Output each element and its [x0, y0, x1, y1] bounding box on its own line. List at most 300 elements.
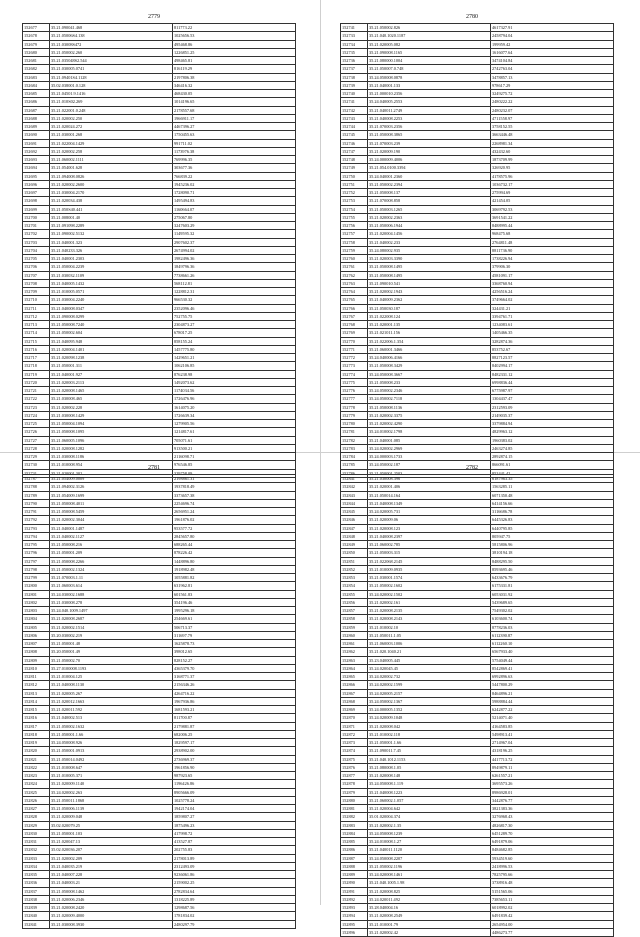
record-id-cell: 152798	[23, 565, 50, 573]
parcel-code-cell: 35.21.010004.125	[50, 673, 173, 681]
table-row	[341, 648, 614, 656]
table-row	[341, 321, 614, 329]
record-id-cell: 152846	[341, 516, 368, 524]
record-id-cell: 152876	[341, 763, 368, 771]
amount-cell: 976546.85	[173, 461, 296, 469]
amount-cell: 3749664.02	[491, 296, 614, 304]
record-id-cell: 152735	[341, 48, 368, 56]
table-row	[23, 763, 296, 771]
record-id-cell: 152686	[23, 98, 50, 106]
parcel-code-cell: 35.21.020034.438	[50, 197, 173, 205]
table-row	[341, 920, 614, 928]
record-id-cell: 152785	[341, 461, 368, 469]
amount-cell: 2674994.02	[173, 246, 296, 254]
parcel-code-cell: 35.21.030005.0741	[50, 65, 173, 73]
amount-cell: 1149595.32	[173, 230, 296, 238]
amount-cell: 5498913.41	[491, 730, 614, 738]
amount-cell: 2907602.37	[173, 238, 296, 246]
record-id-cell: 152701	[23, 222, 50, 230]
table-row	[23, 838, 296, 846]
record-id-cell: 152796	[23, 549, 50, 557]
parcel-code-cell: 35.21.010S02.269	[50, 98, 173, 106]
amount-cell: 2352096.46	[173, 304, 296, 312]
amount-cell: 6018992.02	[491, 904, 614, 912]
record-id-cell: 152856	[341, 598, 368, 606]
record-id-cell: 152832	[23, 846, 50, 854]
record-id-cell: 152745	[341, 131, 368, 139]
record-id-cell: 152858	[341, 615, 368, 623]
parcel-code-cell: 35.24.020009.1048	[368, 714, 491, 722]
table-row	[23, 788, 296, 796]
parcel-code-cell: 35.21.010002.118	[368, 730, 491, 738]
amount-cell: 6261557.21	[491, 772, 614, 780]
record-id-cell: 152729	[23, 453, 50, 461]
parcel-code-cell: 35.21.050001.311	[50, 362, 173, 370]
amount-cell: 1961876.02	[173, 516, 296, 524]
record-id-cell: 152750	[341, 172, 368, 180]
amount-cell: 4617327.91	[491, 24, 614, 32]
amount-cell: 1945236.02	[173, 180, 296, 188]
record-id-cell: 152865	[341, 673, 368, 681]
record-id-cell: 152677	[23, 24, 50, 32]
record-id-cell: 152779	[341, 411, 368, 419]
amount-cell: 2480297.79	[173, 920, 296, 928]
parcel-code-cell: 35.23.040005.445	[368, 656, 491, 664]
table-row	[341, 598, 614, 606]
table-row	[341, 65, 614, 73]
record-id-cell: 152809	[23, 656, 50, 664]
amount-cell: 3282874.36	[491, 337, 614, 345]
parcel-code-cell: 35.20.050001.49	[50, 648, 173, 656]
table-row	[341, 590, 614, 598]
amount-cell: 3168771.37	[173, 673, 296, 681]
amount-cell: 568112.81	[173, 279, 296, 287]
amount-cell: 6998836.44	[491, 378, 614, 386]
amount-cell: 8986928.01	[491, 788, 614, 796]
parcel-code-cell: 35.24.050008.3667	[368, 370, 491, 378]
amount-cell: 417998.72	[173, 829, 296, 837]
amount-cell: 1448896.80	[173, 557, 296, 565]
table-row	[341, 846, 614, 854]
amount-cell: 1726639.34	[173, 411, 296, 419]
amount-cell: 5151565.06	[491, 887, 614, 895]
parcel-code-cell: 35.21.070003.2356	[368, 123, 491, 131]
record-id-cell: 152807	[23, 640, 50, 648]
table-row	[23, 48, 296, 56]
record-id-cell: 152789	[23, 491, 50, 499]
amount-cell: 1937818.49	[173, 483, 296, 491]
table-row	[341, 246, 614, 254]
record-id-cell: 152862	[341, 648, 368, 656]
table-row	[341, 131, 614, 139]
amount-cell: 4486273.77	[491, 928, 614, 936]
parcel-code-cell: 35.24.020008.1461	[368, 871, 491, 879]
parcel-code-cell: 35.21.020003.2113	[50, 378, 173, 386]
table-row	[23, 304, 296, 312]
parcel-code-cell: 35.21.040.1005.1.98	[368, 879, 491, 887]
table-row	[23, 805, 296, 813]
record-id-cell: 152867	[341, 689, 368, 697]
table-row	[23, 895, 296, 903]
table-row	[23, 24, 296, 32]
parcel-code-cell: 35.21.054009.1699	[50, 491, 173, 499]
parcel-code-cell: 35.21.020004.642	[368, 805, 491, 813]
record-id-cell: 152841	[341, 475, 368, 483]
parcel-code-cell: 35.21.040001.927	[50, 370, 173, 378]
record-id-cell: 152890	[341, 879, 368, 887]
parcel-code-cell: 35.21.020002.1943	[368, 288, 491, 296]
amount-cell: 2480222.22	[491, 98, 614, 106]
amount-cell: 8827123.57	[491, 354, 614, 362]
parcel-code-cell: 35.24.050002.187	[368, 461, 491, 469]
amount-cell: 3373657.38	[173, 491, 296, 499]
amount-cell: 468430.05	[173, 90, 296, 98]
table-row	[23, 590, 296, 598]
parcel-code-cell: 35.21.030001.268	[50, 131, 173, 139]
record-id-cell: 152746	[341, 139, 368, 147]
table-row	[23, 378, 296, 386]
record-id-cell: 152714	[23, 329, 50, 337]
amount-cell: 1014196.65	[173, 98, 296, 106]
amount-cell: 2198861.31	[173, 475, 296, 483]
record-id-cell: 152822	[23, 763, 50, 771]
parcel-code-cell: 35.21.080000.1004	[368, 57, 491, 65]
parcel-code-cell: 35.21.070003.239	[368, 139, 491, 147]
amount-cell: 4711558.97	[491, 114, 614, 122]
record-id-cell: 152869	[341, 706, 368, 714]
amount-cell: 1036732.17	[491, 180, 614, 188]
parcel-code-cell: 35.21.000010.2356	[368, 90, 491, 98]
amount-cell: 9236061.86	[173, 871, 296, 879]
record-id-cell: 152720	[23, 378, 50, 386]
amount-cell: 379906.30	[491, 263, 614, 271]
table-row	[23, 246, 296, 254]
parcel-code-cell: 35.21.050006.1139	[50, 805, 173, 813]
record-id-cell: 152765	[341, 296, 368, 304]
table-row	[23, 920, 296, 928]
table-row	[23, 664, 296, 672]
parcel-code-cell: 35.21.050001.48	[50, 640, 173, 648]
parcel-code-cell: 35.21.060003.614	[50, 582, 173, 590]
amount-cell: 1563285.11	[491, 483, 614, 491]
record-id-cell: 152866	[341, 681, 368, 689]
parcel-code-cell: 35.21.040011.1120	[368, 846, 491, 854]
record-id-cell: 152756	[341, 222, 368, 230]
table-row	[23, 887, 296, 895]
ledger-page-top-right	[340, 13, 604, 478]
parcel-code-cell: 35.21.040005.1432	[50, 279, 173, 287]
table-row	[341, 755, 614, 763]
table-row	[23, 549, 296, 557]
parcel-code-cell: 35.21.020008.042	[368, 722, 491, 730]
parcel-code-cell: 35.21.040001.1487	[50, 524, 173, 532]
parcel-code-cell: 35.21.030032.1109	[50, 271, 173, 279]
record-id-cell: 152797	[23, 557, 50, 565]
table-row	[23, 197, 296, 205]
amount-cell: 303677.36	[173, 164, 296, 172]
table-row	[23, 139, 296, 147]
parcel-code-cell: 35.21.05006S4.138	[50, 32, 173, 40]
amount-cell: 866091.61	[491, 461, 614, 469]
table-row	[341, 255, 614, 263]
record-id-cell: 152892	[341, 895, 368, 903]
table-row	[341, 879, 614, 887]
parcel-code-cell: 35.21.050008.1136	[368, 403, 491, 411]
parcel-code-cell: 35.21.050008.137	[368, 189, 491, 197]
amount-cell: 4178575.96	[491, 172, 614, 180]
record-id-cell: 152687	[23, 106, 50, 114]
record-id-cell: 152882	[341, 813, 368, 821]
parcel-code-cell: 35.24.040001.2360	[368, 172, 491, 180]
amount-cell: 766839.22	[173, 172, 296, 180]
record-id-cell: 152806	[23, 631, 50, 639]
parcel-code-cell: 35.24.020005.731	[368, 508, 491, 516]
table-row	[23, 623, 296, 631]
record-id-cell: 152772	[341, 354, 368, 362]
parcel-code-cell: 35.21.050002.260	[50, 48, 173, 56]
table-row	[23, 205, 296, 213]
table-row	[341, 428, 614, 436]
amount-cell: 6567933.40	[491, 648, 614, 656]
table-row	[23, 403, 296, 411]
amount-cell: 1226851.25	[173, 48, 296, 56]
record-id-cell: 152782	[341, 436, 368, 444]
record-id-cell: 152829	[23, 821, 50, 829]
record-id-cell: 152854	[341, 582, 368, 590]
table-row	[341, 557, 614, 565]
record-id-cell: 152864	[341, 664, 368, 672]
table-row	[23, 57, 296, 65]
amount-cell: 1298687.56	[173, 904, 296, 912]
parcel-code-cell: 35.21.040002.233	[368, 238, 491, 246]
table-row	[341, 304, 614, 312]
record-id-cell: 152749	[341, 164, 368, 172]
table-row	[341, 821, 614, 829]
parcel-code-cell: 35.24.050008.0878	[368, 73, 491, 81]
parcel-code-cell: 35.21.050002.1324	[50, 565, 173, 573]
table-row	[341, 829, 614, 837]
record-id-cell: 152895	[341, 920, 368, 928]
amount-cell: 4365379.70	[173, 664, 296, 672]
table-row	[341, 508, 614, 516]
parcel-code-cell: 35.21.022068.2145	[368, 557, 491, 565]
table-row	[23, 156, 296, 164]
amount-cell: 1318225.89	[173, 895, 296, 903]
record-id-cell: 152859	[341, 623, 368, 631]
amount-cell: 1873709.99	[491, 156, 614, 164]
table-row	[23, 255, 296, 263]
record-id-cell: 152743	[341, 114, 368, 122]
table-row	[23, 772, 296, 780]
amount-cell: 2458794.04	[491, 32, 614, 40]
record-id-cell: 152827	[23, 805, 50, 813]
amount-cell: 2480232.07	[491, 106, 614, 114]
table-row	[23, 123, 296, 131]
parcel-code-cell: 35.24.020002.263	[50, 788, 173, 796]
ledger-page-bottom-right	[340, 464, 604, 937]
table-row	[341, 664, 614, 672]
record-id-cell: 152873	[341, 739, 368, 747]
record-id-cell: 152707	[23, 271, 50, 279]
amount-cell: 398012.65	[173, 648, 296, 656]
record-id-cell: 152680	[23, 48, 50, 56]
parcel-code-cell: 35.24.050008.926	[50, 739, 173, 747]
record-id-cell: 152814	[23, 697, 50, 705]
record-id-cell: 152810	[23, 664, 50, 672]
amount-cell: 3810194.18	[491, 549, 614, 557]
parcel-code-cell: 35.21.050008.1462	[50, 887, 173, 895]
parcel-code-cell: 35.21.050003.315	[368, 549, 491, 557]
table-row	[341, 57, 614, 65]
table-row	[23, 32, 296, 40]
parcel-code-cell: 35.21.060002.1111	[50, 156, 173, 164]
table-row	[23, 321, 296, 329]
parcel-code-cell: 35.21.050030.187	[368, 304, 491, 312]
table-row	[341, 205, 614, 213]
record-id-cell: 152777	[341, 395, 368, 403]
record-id-cell: 152870	[341, 714, 368, 722]
amount-cell: 1966911.17	[173, 114, 296, 122]
record-id-cell: 152877	[341, 772, 368, 780]
amount-cell: 275067.80	[173, 213, 296, 221]
table-row	[23, 813, 296, 821]
table-row	[23, 846, 296, 854]
amount-cell: 3474104.84	[491, 57, 614, 65]
table-row	[341, 549, 614, 557]
amount-cell: 1025656.53	[173, 32, 296, 40]
record-id-cell: 152739	[341, 81, 368, 89]
parcel-code-cell: 35.21.050002.2394	[368, 180, 491, 188]
parcel-code-cell: 35.21.022001.0.248	[50, 106, 173, 114]
amount-cell: 1681593.21	[173, 706, 296, 714]
amount-cell: 1405466.35	[491, 329, 614, 337]
parcel-code-cell: 35.24.050008.2207	[368, 854, 491, 862]
parcel-code-cell: 35.28.040004.16	[368, 904, 491, 912]
record-id-cell: 152780	[341, 420, 368, 428]
amount-cell: 254669.61	[173, 615, 296, 623]
table-row	[341, 172, 614, 180]
table-row	[341, 730, 614, 738]
table-row	[23, 213, 296, 221]
parcel-code-cell: 35.21.050007.0.748	[368, 65, 491, 73]
record-id-cell: 152711	[23, 304, 50, 312]
table-row	[23, 747, 296, 755]
amount-cell: 6187963.35	[491, 475, 614, 483]
amount-cell: 326920.95	[491, 164, 614, 172]
amount-cell: 1829597.17	[173, 739, 296, 747]
amount-cell: 4581091.17	[491, 271, 614, 279]
record-id-cell: 152874	[341, 747, 368, 755]
record-id-cell: 152888	[341, 862, 368, 870]
table-row	[341, 106, 614, 114]
record-id-cell: 152700	[23, 213, 50, 221]
parcel-code-cell: 35.21.050008.1495	[368, 271, 491, 279]
record-id-cell: 152826	[23, 796, 50, 804]
table-row	[341, 147, 614, 155]
amount-cell: 6445326.83	[491, 516, 614, 524]
table-row	[23, 271, 296, 279]
amount-cell: 1726476.96	[173, 395, 296, 403]
record-id-cell: 152722	[23, 395, 50, 403]
table-row	[23, 499, 296, 507]
record-id-cell: 152764	[341, 288, 368, 296]
record-id-cell: 152766	[341, 304, 368, 312]
record-id-cell: 152823	[23, 772, 50, 780]
parcel-code-cell: 35.24.040.1009.1497	[50, 607, 173, 615]
table-row	[341, 689, 614, 697]
record-id-cell: 152688	[23, 114, 50, 122]
amount-cell: 3478857.13	[491, 73, 614, 81]
record-id-cell: 152842	[341, 483, 368, 491]
amount-cell: 3249275.72	[491, 90, 614, 98]
amount-cell: 2159002.25	[173, 879, 296, 887]
amount-cell: 2178013.89	[173, 854, 296, 862]
table-row	[23, 98, 296, 106]
parcel-code-cell: 35.21.060001.3466	[368, 345, 491, 353]
record-id-cell: 152678	[23, 32, 50, 40]
table-row	[341, 24, 614, 32]
table-row	[23, 238, 296, 246]
record-id-cell: 152752	[341, 189, 368, 197]
table-row	[341, 631, 614, 639]
table-row	[23, 739, 296, 747]
record-id-cell: 152770	[341, 337, 368, 345]
amount-cell: 1728090.71	[173, 189, 296, 197]
amount-cell: 878226.42	[173, 549, 296, 557]
amount-cell: 6242877.22	[491, 706, 614, 714]
parcel-code-cell: 35.21.020098.1238	[50, 354, 173, 362]
table-row	[23, 656, 296, 664]
amount-cell: 7825795.66	[491, 871, 614, 879]
record-id-cell: 152804	[23, 615, 50, 623]
table-row	[23, 475, 296, 483]
amount-cell: 1967936.86	[173, 697, 296, 705]
amount-cell: 1995296.18	[173, 607, 296, 615]
amount-cell: 8482331.12	[491, 370, 614, 378]
record-id-cell: 152844	[341, 499, 368, 507]
amount-cell: 1025778.24	[173, 796, 296, 804]
table-row	[341, 378, 614, 386]
record-id-cell: 152786	[341, 469, 368, 477]
record-id-cell: 152705	[23, 255, 50, 263]
record-id-cell: 152820	[23, 747, 50, 755]
parcel-code-cell: 35.24.000003.1733	[368, 453, 491, 461]
table-row	[23, 640, 296, 648]
amount-cell: 2938902.00	[173, 747, 296, 755]
table-row	[341, 805, 614, 813]
table-row	[341, 887, 614, 895]
table-row	[341, 862, 614, 870]
record-id-cell: 152825	[23, 788, 50, 796]
amount-cell: 6491839.42	[491, 912, 614, 920]
record-id-cell: 152716	[23, 345, 50, 353]
table-row	[341, 491, 614, 499]
amount-cell: 858155.24	[173, 337, 296, 345]
table-row	[23, 222, 296, 230]
amount-cell: 1738226.94	[491, 255, 614, 263]
parcel-code-cell: 35.21.080008.1.05	[368, 763, 491, 771]
record-id-cell: 152741	[341, 24, 368, 32]
table-row	[23, 508, 296, 516]
table-row	[23, 607, 296, 615]
parcel-code-cell: 35.21.020002.1.35	[368, 821, 491, 829]
amount-cell: 4417713.72	[491, 755, 614, 763]
record-id-cell: 152704	[23, 246, 50, 254]
record-id-cell: 152791	[23, 508, 50, 516]
amount-cell: 1160664.07	[173, 205, 296, 213]
table-row	[23, 172, 296, 180]
parcel-code-cell: 35.21.020002.209	[50, 854, 173, 862]
